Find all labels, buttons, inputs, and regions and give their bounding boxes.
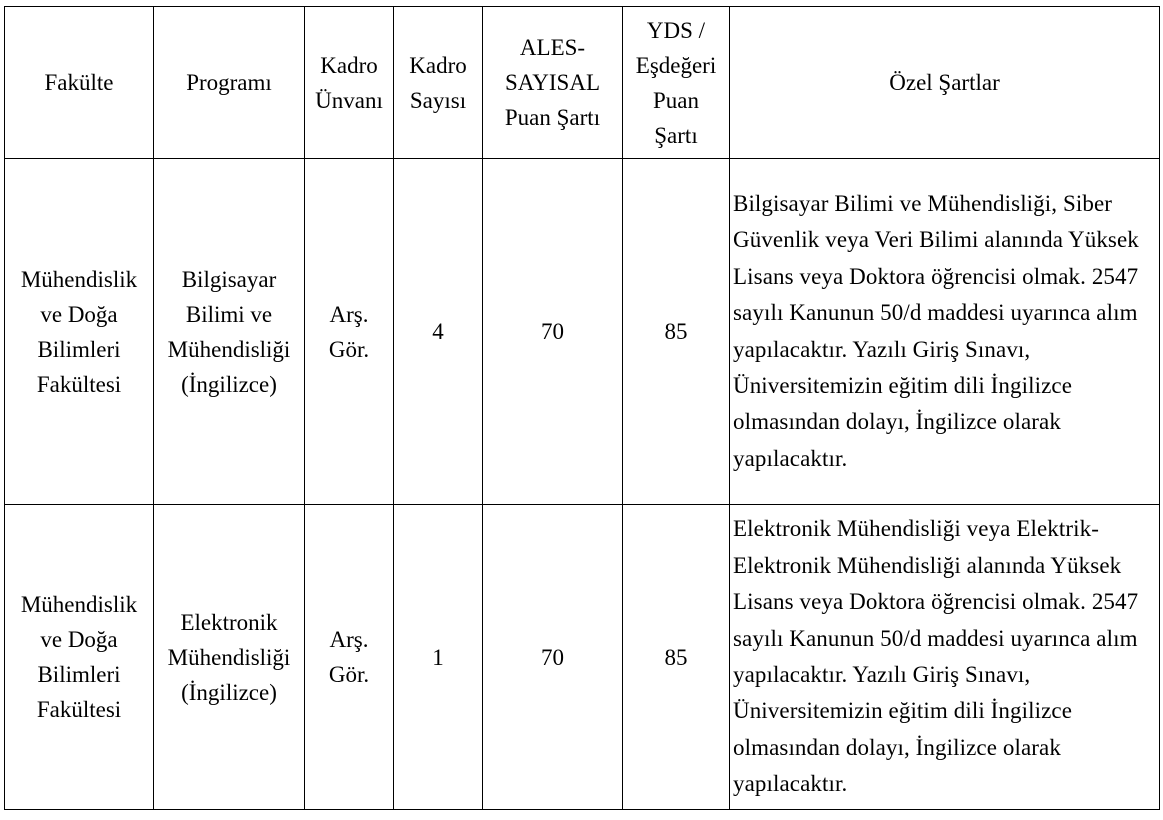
cell-yds: 85 [623, 159, 730, 505]
header-ales: ALES-SAYISAL Puan Şartı [483, 7, 623, 159]
cell-special: Elektronik Mühendisliği veya Elektrik-Elektronik Mühendisliği alanında Yüksek Lisans veya Doktora öğrencisi olmak. 2547 sayılı Kanunun 50/d maddesi uyarınca alım yapılacaktır. Yazılı Giriş Sınavı, Üniversitemizin eğitim dili İngilizce olmasından dolayı, İngilizce olarak yapılacaktır. [730, 505, 1160, 810]
cell-program: Bilgisayar Bilimi ve Mühendisliği (İngilizce) [154, 159, 305, 505]
header-count: Kadro Sayısı [394, 7, 483, 159]
cell-count: 4 [394, 159, 483, 505]
header-row [5, 7, 1160, 159]
table-row [5, 159, 1160, 505]
header-special: Özel Şartlar [730, 7, 1160, 159]
cell-title: Arş. Gör. [305, 505, 394, 810]
cell-program: Elektronik Mühendisliği (İngilizce) [154, 505, 305, 810]
table-row [5, 505, 1160, 810]
cell-faculty: Mühendislik ve Doğa Bilimleri Fakültesi [5, 159, 154, 505]
cell-yds: 85 [623, 505, 730, 810]
header-title: Kadro Ünvanı [305, 7, 394, 159]
cell-title: Arş. Gör. [305, 159, 394, 505]
cell-count: 1 [394, 505, 483, 810]
cell-faculty: Mühendislik ve Doğa Bilimleri Fakültesi [5, 505, 154, 810]
cell-ales: 70 [483, 505, 623, 810]
position-table [4, 6, 1160, 810]
cell-ales: 70 [483, 159, 623, 505]
header-faculty: Fakülte [5, 7, 154, 159]
header-program: Programı [154, 7, 305, 159]
cell-special: Bilgisayar Bilimi ve Mühendisliği, Siber Güvenlik veya Veri Bilimi alanında Yüksek Lisans veya Doktora öğrencisi olmak. 2547 sayılı Kanunun 50/d maddesi uyarınca alım yapılacaktır. Yazılı Giriş Sınavı, Üniversitemizin eğitim dili İngilizce olmasından dolayı, İngilizce olarak yapılacaktır. [730, 159, 1160, 505]
header-yds: YDS / Eşdeğeri Puan Şartı [623, 7, 730, 159]
